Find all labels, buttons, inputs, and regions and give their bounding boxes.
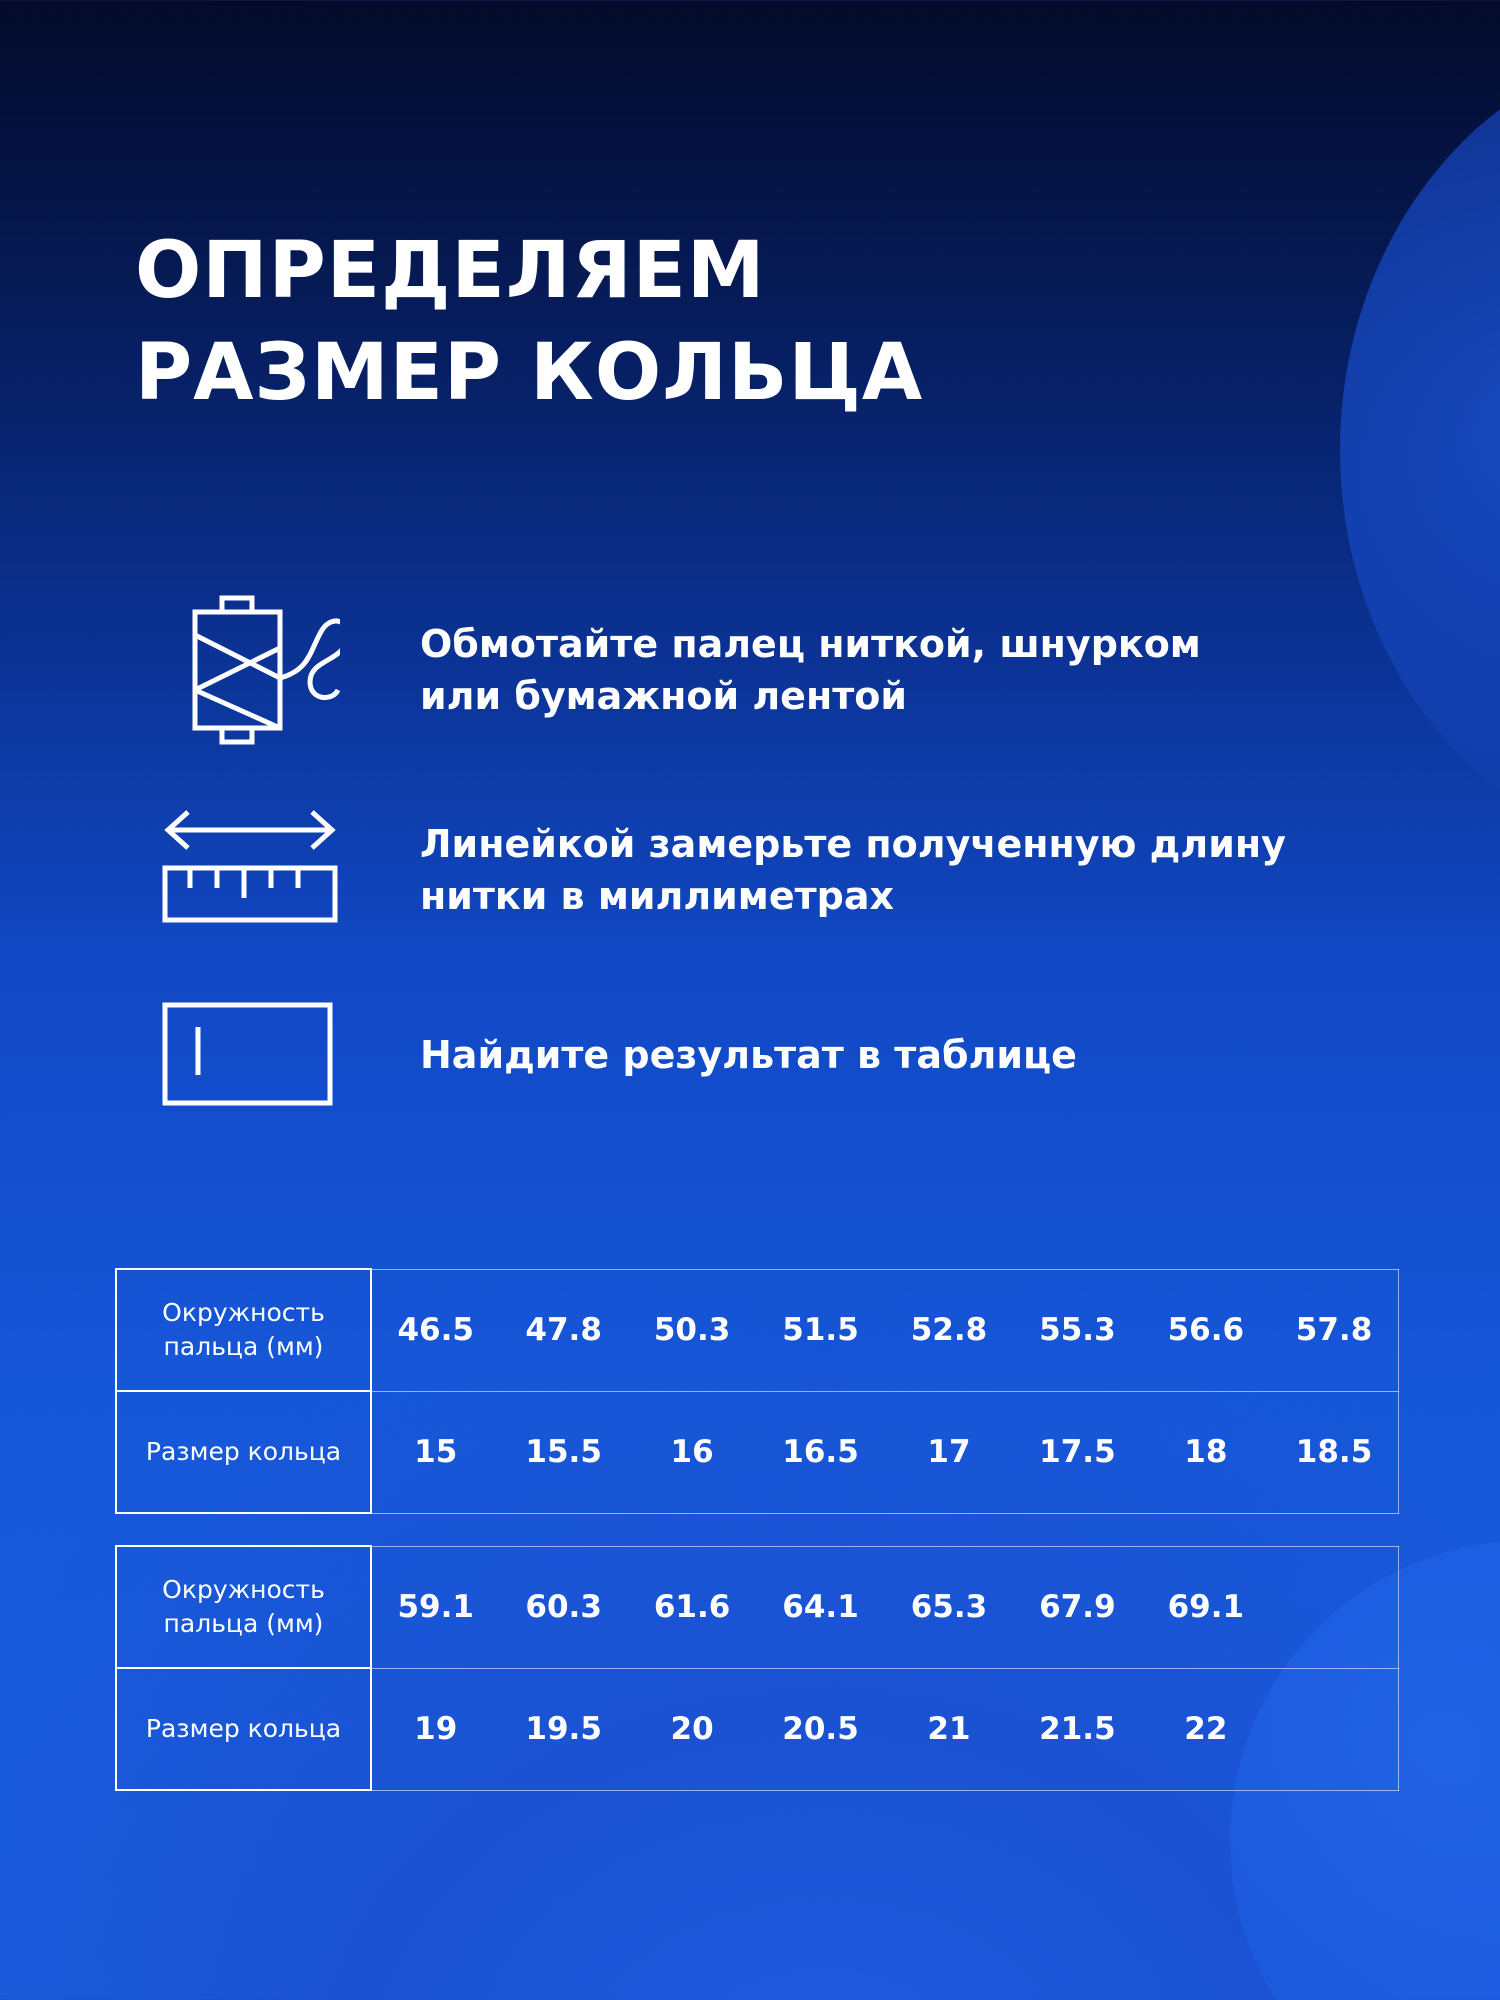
table-cell: 21.5	[1013, 1668, 1141, 1790]
decorative-circle	[1340, 40, 1500, 860]
table-cell: 22	[1142, 1668, 1270, 1790]
table-cell: 64.1	[756, 1546, 884, 1668]
step-1-text	[420, 618, 1201, 722]
step-2-line-1: Линейкой замерьте полученную длину	[420, 822, 1286, 866]
table-cell: 19.5	[499, 1668, 627, 1790]
table-cell: 61.6	[628, 1546, 756, 1668]
table-cell: 15.5	[499, 1391, 627, 1513]
circumference-label: Окружность пальца (мм)	[116, 1269, 371, 1391]
table-cell: 55.3	[1013, 1269, 1141, 1391]
size-label: Размер кольца	[116, 1668, 371, 1790]
table-cell: 50.3	[628, 1269, 756, 1391]
table-cell: 69.1	[1142, 1546, 1270, 1668]
step-3-text	[420, 1029, 1077, 1081]
table-cell: 52.8	[885, 1269, 1013, 1391]
ruler-icon	[160, 790, 340, 950]
size-label: Размер кольца	[116, 1391, 371, 1513]
step-2-line-2: нитки в миллиметрах	[420, 874, 895, 918]
table-cell: 19	[371, 1668, 499, 1790]
size-table-2	[115, 1545, 1399, 1791]
instruction-step-2	[160, 790, 1360, 950]
table-icon	[160, 975, 340, 1135]
instruction-step-3	[160, 975, 1360, 1135]
thread-spool-icon	[160, 590, 340, 750]
table-cell: 16	[628, 1391, 756, 1513]
table-row	[116, 1668, 1399, 1790]
table-cell: 21	[885, 1668, 1013, 1790]
table-row	[116, 1269, 1399, 1391]
table-cell: 56.6	[1142, 1269, 1270, 1391]
size-table-1	[115, 1268, 1399, 1514]
step-2-text	[420, 818, 1286, 922]
table-cell: 20.5	[756, 1668, 884, 1790]
table-cell: 46.5	[371, 1269, 499, 1391]
table-cell: 18	[1142, 1391, 1270, 1513]
table-row	[116, 1546, 1399, 1668]
table-cell: 57.8	[1270, 1269, 1398, 1391]
circumference-label: Окружность пальца (мм)	[116, 1546, 371, 1668]
table-cell: 59.1	[371, 1546, 499, 1668]
table-cell-empty	[1270, 1546, 1398, 1668]
step-1-line-2: или бумажной лентой	[420, 674, 907, 718]
table-cell: 47.8	[499, 1269, 627, 1391]
table-cell: 18.5	[1270, 1391, 1398, 1513]
table-cell: 17	[885, 1391, 1013, 1513]
table-cell: 20	[628, 1668, 756, 1790]
table-cell: 15	[371, 1391, 499, 1513]
table-cell-empty	[1270, 1668, 1398, 1790]
title-line-1: ОПРЕДЕЛЯЕМ	[135, 226, 766, 316]
table-cell: 67.9	[1013, 1546, 1141, 1668]
table-cell: 16.5	[756, 1391, 884, 1513]
page-title	[135, 220, 923, 424]
table-cell: 60.3	[499, 1546, 627, 1668]
table-cell: 51.5	[756, 1269, 884, 1391]
table-cell: 17.5	[1013, 1391, 1141, 1513]
table-row	[116, 1391, 1399, 1513]
table-cell: 65.3	[885, 1546, 1013, 1668]
title-line-2: РАЗМЕР КОЛЬЦА	[135, 328, 924, 418]
instruction-step-1	[160, 590, 1360, 750]
step-1-line-1: Обмотайте палец ниткой, шнурком	[420, 622, 1201, 666]
step-3-line-1: Найдите результат в таблице	[420, 1033, 1077, 1077]
